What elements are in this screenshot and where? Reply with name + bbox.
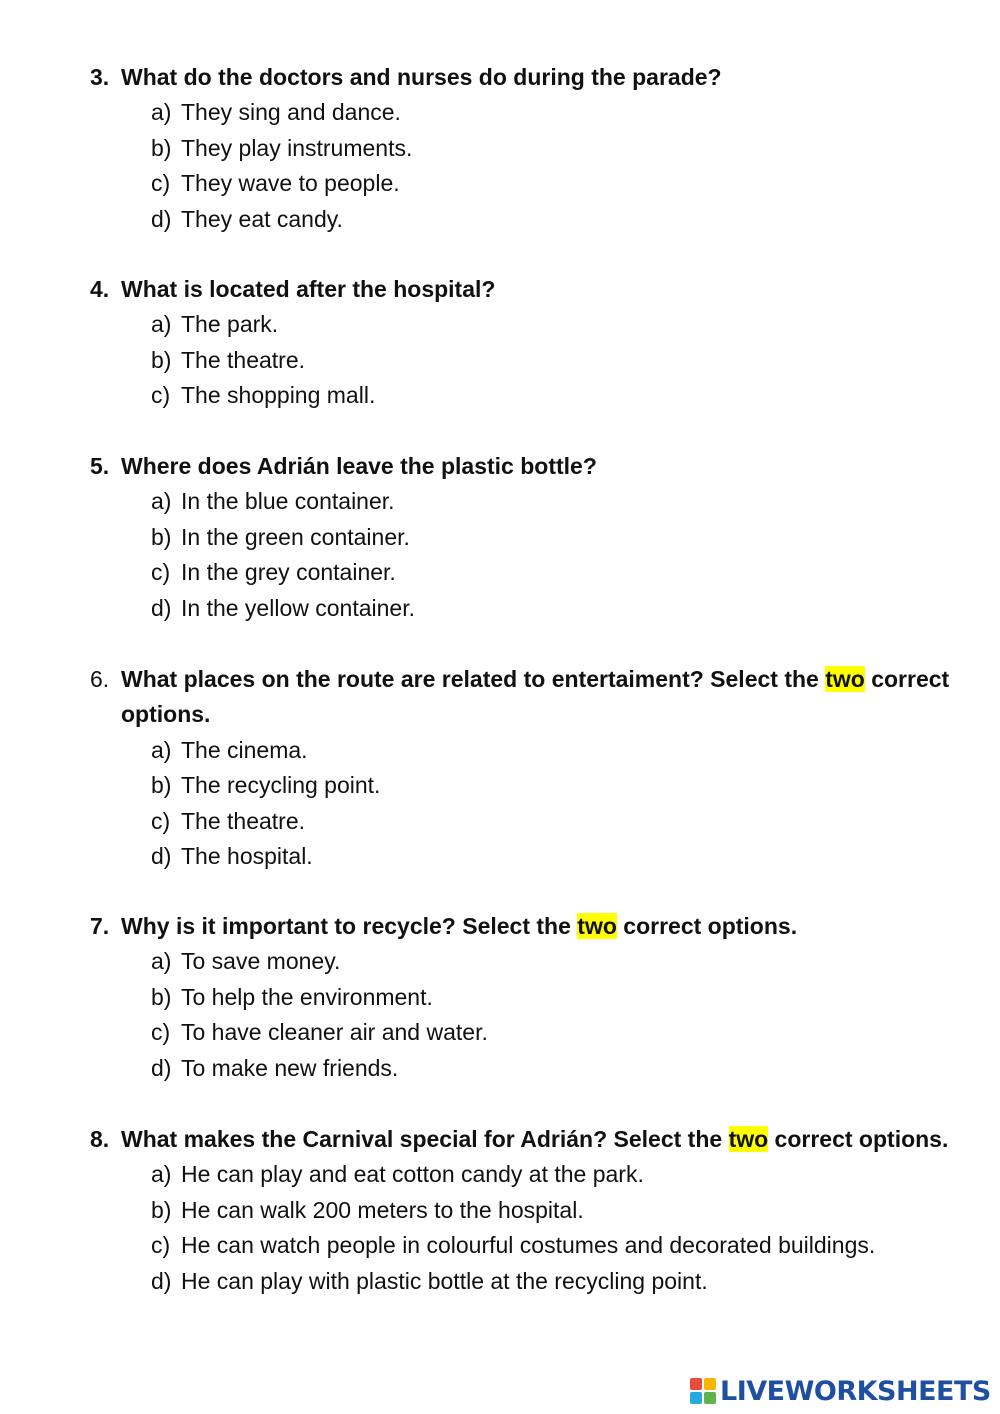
option-c[interactable] — [151, 1015, 950, 1050]
option-letter: d) — [151, 1054, 172, 1081]
logo-tile — [690, 1378, 702, 1390]
question-4 — [90, 272, 950, 414]
option-b[interactable] — [151, 768, 950, 803]
option-text: He can walk 200 meters to the hospital. — [181, 1196, 584, 1223]
question-number: 6. — [90, 666, 110, 692]
option-list — [90, 95, 950, 237]
option-letter: a) — [151, 948, 172, 975]
option-list — [90, 1157, 950, 1299]
question-number: 5. — [90, 453, 110, 479]
option-text: To make new friends. — [181, 1054, 399, 1081]
option-text: In the yellow container. — [181, 594, 415, 621]
option-text: He can play and eat cotton candy at the park. — [181, 1161, 644, 1188]
option-letter: b) — [151, 134, 172, 161]
option-text: To help the environment. — [181, 983, 433, 1010]
option-b[interactable] — [151, 980, 950, 1015]
option-list — [90, 307, 950, 413]
option-text: The recycling point. — [181, 772, 381, 799]
question-text — [121, 449, 950, 484]
option-text: They wave to people. — [181, 170, 400, 197]
option-letter: b) — [151, 772, 172, 799]
option-text: He can watch people in colourful costumes and decorated buildings. — [181, 1232, 876, 1259]
question-header — [90, 60, 950, 95]
question-number: 8. — [90, 1126, 110, 1152]
question-7 — [90, 909, 950, 1086]
question-8 — [90, 1122, 950, 1299]
option-a[interactable] — [151, 95, 950, 130]
option-letter: c) — [151, 807, 171, 834]
question-text-part: What do the doctors and nurses do during the parade? — [121, 64, 722, 90]
option-letter: a) — [151, 1161, 172, 1188]
highlighted-keyword: two — [728, 1126, 769, 1152]
option-letter: a) — [151, 736, 172, 763]
question-header — [90, 909, 950, 944]
option-b[interactable] — [151, 1193, 950, 1228]
option-letter: a) — [151, 311, 172, 338]
option-a[interactable] — [151, 944, 950, 979]
question-5 — [90, 449, 950, 626]
option-letter: c) — [151, 1232, 171, 1259]
question-text-part: correct options. — [768, 1126, 949, 1152]
option-a[interactable] — [151, 307, 950, 342]
highlighted-keyword: two — [577, 913, 617, 939]
option-text: The park. — [181, 311, 279, 338]
question-text — [121, 662, 950, 733]
option-letter: a) — [151, 488, 172, 515]
highlighted-keyword: two — [825, 666, 865, 692]
option-letter: c) — [151, 559, 171, 586]
option-text: The shopping mall. — [181, 382, 376, 409]
option-b[interactable] — [151, 131, 950, 166]
option-text: He can play with plastic bottle at the recycling point. — [181, 1267, 708, 1294]
option-text: The theatre. — [181, 807, 306, 834]
option-letter: a) — [151, 99, 172, 126]
option-a[interactable] — [151, 484, 950, 519]
option-text: They play instruments. — [181, 134, 413, 161]
option-text: They eat candy. — [181, 205, 343, 232]
liveworksheets-logo-icon — [690, 1378, 716, 1404]
option-list — [90, 484, 950, 626]
option-text: In the grey container. — [181, 559, 396, 586]
option-letter: b) — [151, 523, 172, 550]
question-6 — [90, 662, 950, 874]
option-d[interactable] — [151, 1051, 950, 1086]
option-list — [90, 733, 950, 875]
option-b[interactable] — [151, 343, 950, 378]
option-d[interactable] — [151, 1264, 950, 1299]
option-letter: b) — [151, 1196, 172, 1223]
option-text: To save money. — [181, 948, 341, 975]
option-letter: c) — [151, 1019, 171, 1046]
question-text — [121, 909, 950, 944]
option-b[interactable] — [151, 520, 950, 555]
option-letter: c) — [151, 382, 171, 409]
question-number: 7. — [90, 913, 110, 939]
option-text: To have cleaner air and water. — [181, 1019, 488, 1046]
option-text: They sing and dance. — [181, 99, 401, 126]
question-text — [121, 60, 950, 95]
question-3 — [90, 60, 950, 237]
option-a[interactable] — [151, 1157, 950, 1192]
question-text-part: correct options. — [121, 666, 950, 728]
option-c[interactable] — [151, 166, 950, 201]
option-d[interactable] — [151, 839, 950, 874]
question-header — [90, 272, 950, 307]
question-text-part: What is located after the hospital? — [121, 276, 496, 302]
question-header — [90, 449, 950, 484]
option-text: The theatre. — [181, 346, 306, 373]
option-c[interactable] — [151, 378, 950, 413]
question-text — [121, 272, 950, 307]
option-letter: b) — [151, 346, 172, 373]
option-c[interactable] — [151, 804, 950, 839]
question-text-part: Why is it important to recycle? Select the — [121, 913, 578, 939]
question-text — [121, 1122, 950, 1157]
question-number: 4. — [90, 276, 110, 302]
question-header — [90, 1122, 950, 1157]
option-letter: d) — [151, 594, 172, 621]
option-text: The cinema. — [181, 736, 308, 763]
liveworksheets-logo[interactable] — [690, 1374, 991, 1408]
option-text: The hospital. — [181, 843, 313, 870]
question-header — [90, 662, 950, 733]
option-letter: d) — [151, 843, 172, 870]
question-text-part: correct options. — [616, 913, 798, 939]
option-d[interactable] — [151, 202, 950, 237]
option-list — [90, 944, 950, 1086]
option-letter: d) — [151, 1267, 172, 1294]
option-c[interactable] — [151, 555, 950, 590]
option-letter: d) — [151, 205, 172, 232]
option-text: In the green container. — [181, 523, 410, 550]
option-c[interactable] — [151, 1228, 950, 1263]
option-letter: c) — [151, 170, 171, 197]
question-text-part: Where does Adrián leave the plastic bottle? — [121, 453, 597, 479]
question-text-part: What makes the Carnival special for Adrián? Select the — [121, 1126, 729, 1152]
logo-tile — [690, 1392, 702, 1404]
option-d[interactable] — [151, 591, 950, 626]
option-letter: b) — [151, 983, 172, 1010]
question-number: 3. — [90, 64, 110, 90]
option-text: In the blue container. — [181, 488, 395, 515]
option-a[interactable] — [151, 733, 950, 768]
logo-tile — [704, 1392, 716, 1404]
logo-tile — [704, 1378, 716, 1390]
question-text-part: What places on the route are related to entertaiment? Select the — [121, 666, 826, 692]
logo-text: LIVEWORKSHEETS — [720, 1375, 991, 1407]
